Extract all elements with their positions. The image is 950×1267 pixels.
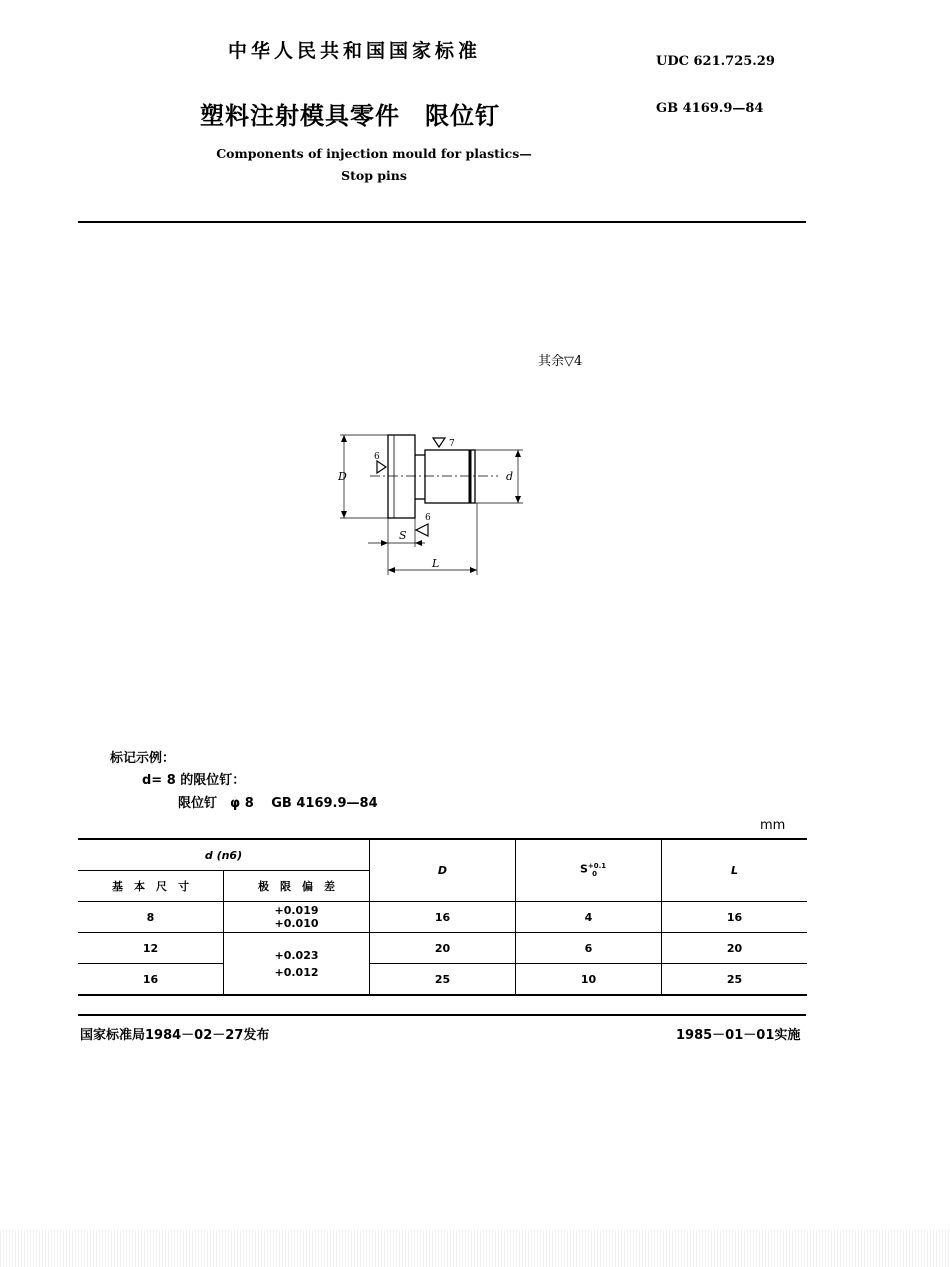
roughness-bottom-value: 6: [425, 513, 431, 523]
pin-head-outline: [388, 435, 415, 518]
dim-d-label: d: [506, 470, 514, 483]
roughness-face-value: 6: [374, 452, 380, 462]
marking-example-designation: 限位钉 φ 8 GB 4169.9—84: [178, 796, 378, 811]
marking-example-condition: d= 8 的限位钉：: [142, 773, 246, 788]
standard-body-title: 中华人民共和国国家标准: [228, 40, 482, 62]
header-L: L: [662, 839, 808, 902]
dim-L-label: L: [432, 557, 440, 570]
title-en-line2: Stop pins: [341, 168, 407, 183]
table-row: 12 +0.023 +0.012 20 6 20: [78, 933, 807, 964]
document-title-en: [198, 143, 550, 187]
dim-D-label: D: [338, 470, 347, 483]
document-title-cn: 塑料注射模具零件 限位钉: [200, 102, 500, 130]
dim-S-label: S: [399, 529, 407, 542]
table-row: 16 25 10 25: [78, 964, 807, 996]
header-basic-size: 基 本 尺 寸: [78, 871, 224, 902]
footer-rule: [78, 1014, 806, 1016]
scan-artifact-strip: [0, 1230, 950, 1267]
stop-pin-drawing: [330, 425, 540, 580]
title-en-line1: Components of injection mould for plastics—: [216, 146, 532, 161]
remainder-roughness-note: 其余▽4: [538, 354, 583, 369]
table-row: 8 +0.019 +0.010 16 4 16: [78, 902, 807, 933]
header-limit-deviation: 极 限 偏 差: [224, 871, 370, 902]
tolerance-cell: +0.019 +0.010: [224, 902, 370, 933]
roughness-top-value: 7: [449, 439, 455, 449]
marking-example-title: 标记示例：: [110, 751, 176, 766]
header-d-group: d (n6): [78, 839, 370, 871]
header-D: D: [370, 839, 516, 902]
tolerance-cell-shared: +0.023 +0.012: [224, 933, 370, 996]
gb-code: GB 4169.9—84: [656, 101, 764, 116]
effective-date: 1985－01－01实施: [676, 1028, 801, 1043]
issue-date: 国家标准局1984－02－27发布: [80, 1028, 270, 1043]
pin-shank-outline: [425, 450, 475, 503]
dimension-table: [78, 838, 807, 996]
udc-code: UDC 621.725.29: [656, 54, 775, 69]
header-rule: [78, 221, 806, 223]
header-S: $S^{+0.1}_0$: [516, 839, 662, 902]
table-unit: mm: [760, 818, 786, 833]
